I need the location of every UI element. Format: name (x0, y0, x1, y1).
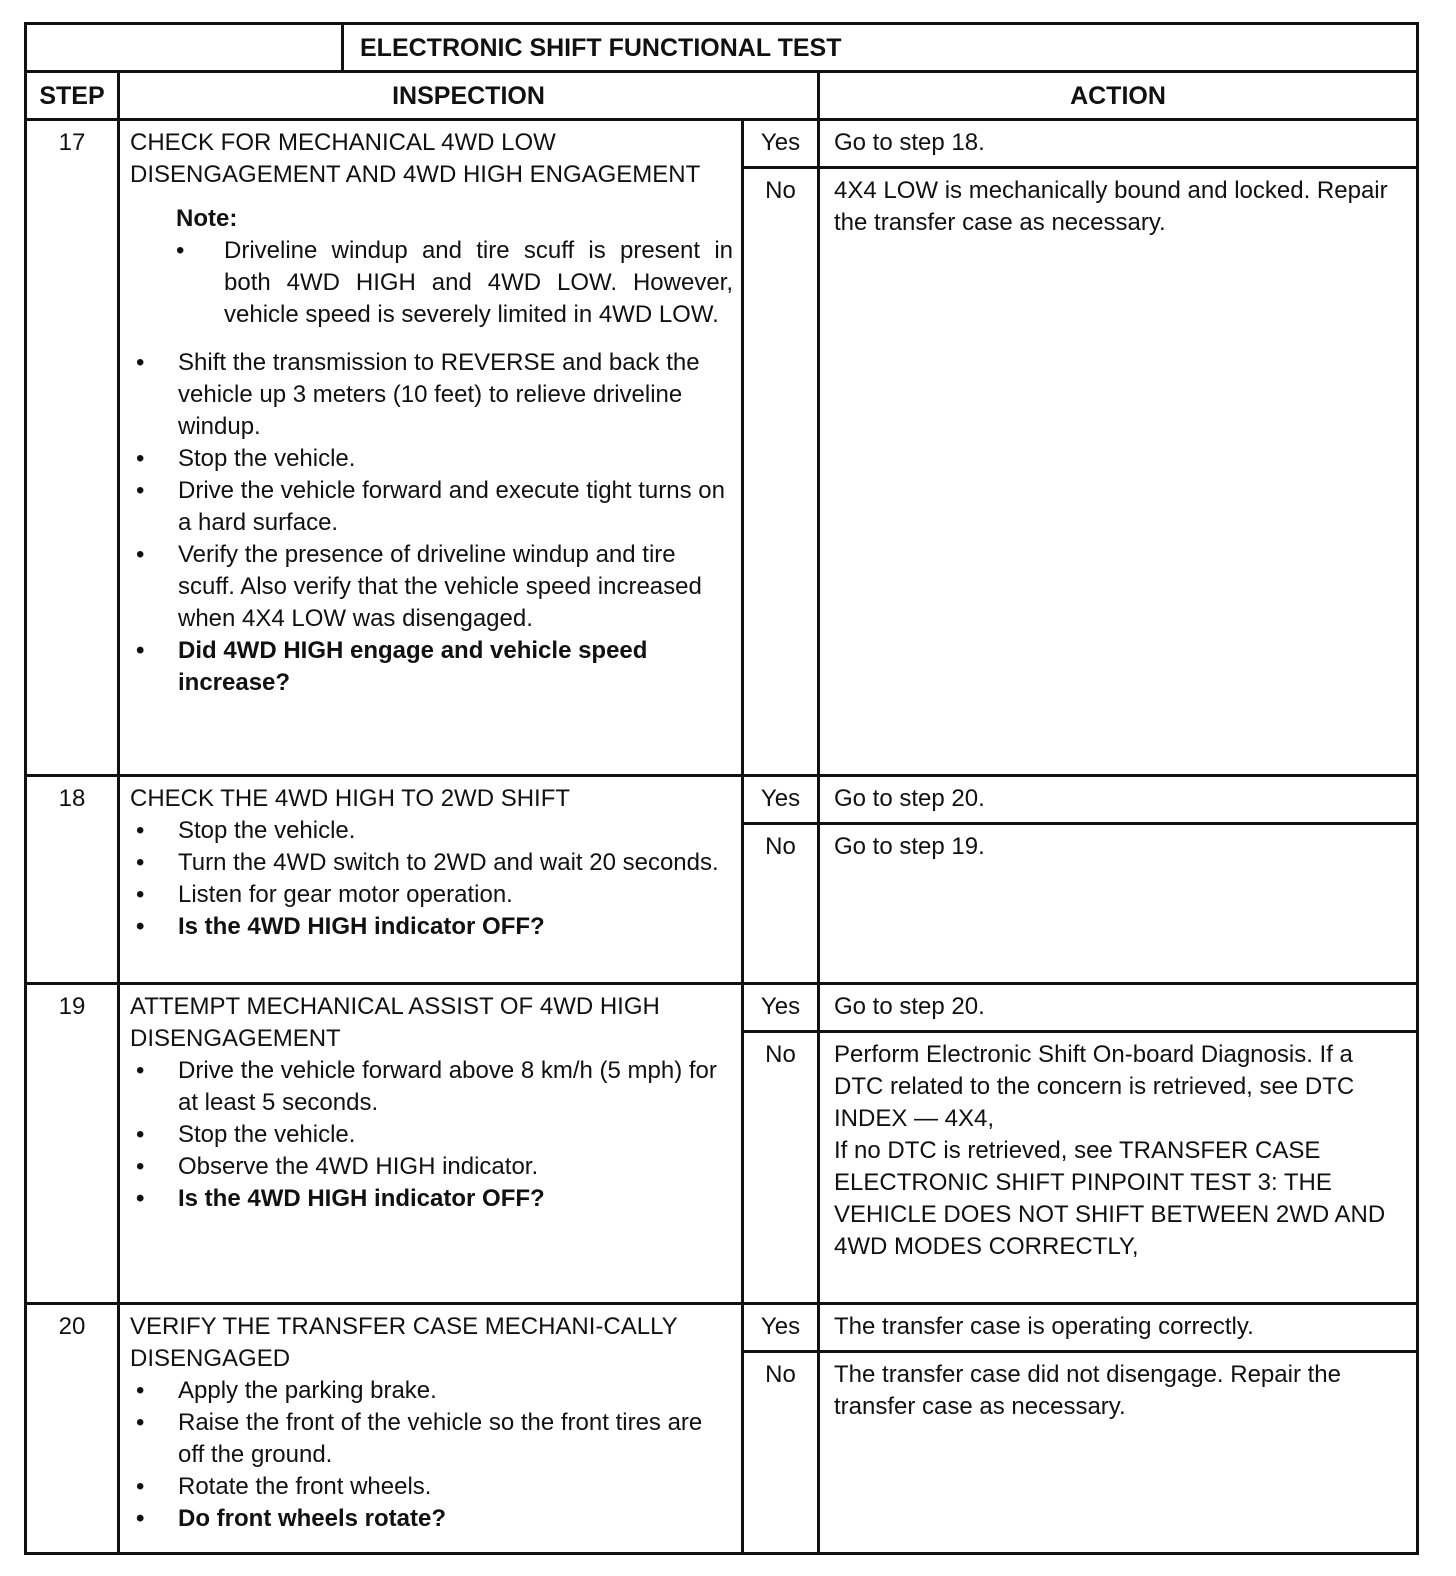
functional-test-table (24, 22, 1419, 1555)
procedure-item: • Listen for gear motor operation. (130, 879, 733, 911)
step-row-17-yes (26, 120, 1418, 168)
yes-action: Go to step 20. (819, 776, 1418, 824)
step-title: CHECK THE 4WD HIGH TO 2WD SHIFT (130, 785, 571, 812)
step-row-20-yes (26, 1304, 1418, 1352)
procedure-item: • Drive the vehicle forward and execute tight turns on a hard surface. (130, 475, 733, 539)
no-label: No (743, 824, 819, 984)
step-number: 18 (26, 776, 119, 984)
header-row (26, 72, 1418, 120)
procedure-list (130, 815, 733, 943)
step-question: • Is the 4WD HIGH indicator OFF? (130, 911, 733, 943)
step-question: • Do front wheels rotate? (130, 1503, 733, 1535)
inspection-cell (119, 984, 743, 1304)
yes-label: Yes (743, 984, 819, 1032)
procedure-item: • Apply the parking brake. (130, 1375, 733, 1407)
title-row (26, 24, 1418, 72)
yes-action: The transfer case is operating correctly. (819, 1304, 1418, 1352)
header-inspection: INSPECTION (119, 72, 819, 120)
no-label: No (743, 1352, 819, 1554)
step-question: • Did 4WD HIGH engage and vehicle speed increase? (130, 635, 733, 699)
step-question: • Is the 4WD HIGH indicator OFF? (130, 1183, 733, 1215)
procedure-item: • Observe the 4WD HIGH indicator. (130, 1151, 733, 1183)
inspection-cell (119, 120, 743, 776)
no-label: No (743, 1032, 819, 1304)
step-row-19-yes (26, 984, 1418, 1032)
procedure-item: • Verify the presence of driveline windup and tire scuff. Also verify that the vehicle speed increased when 4X4 LOW was disengaged. (130, 539, 733, 635)
procedure-item: • Stop the vehicle. (130, 443, 733, 475)
yes-label: Yes (743, 1304, 819, 1352)
procedure-list (130, 347, 733, 699)
header-action: ACTION (819, 72, 1418, 120)
yes-label: Yes (743, 120, 819, 168)
step-row-18-yes (26, 776, 1418, 824)
header-step: STEP (26, 72, 119, 120)
note-block (130, 203, 733, 331)
note-item: • Driveline windup and tire scuff is present in both 4WD HIGH and 4WD LOW. However, vehicle speed is severely limited in 4WD LOW. (176, 235, 733, 331)
step-number: 17 (26, 120, 119, 776)
no-label: No (743, 168, 819, 776)
step-title: CHECK FOR MECHANICAL 4WD LOW DISENGAGEMENT AND 4WD HIGH ENGAGEMENT (130, 129, 701, 188)
title-blank-cell (26, 24, 343, 72)
procedure-item: • Rotate the front wheels. (130, 1471, 733, 1503)
inspection-cell (119, 776, 743, 984)
yes-action: Go to step 20. (819, 984, 1418, 1032)
procedure-item: • Shift the transmission to REVERSE and back the vehicle up 3 meters (10 feet) to relieve driveline windup. (130, 347, 733, 443)
no-action-text: Perform Electronic Shift On-board Diagnosis. If a DTC related to the concern is retrieved, see DTC INDEX — 4X4, If no DTC is retrieved, see TRANSFER CASE ELECTRONIC SHIFT PINPOINT TEST 3: THE VEHICLE DOES NOT SHIFT BETWEEN 2WD AND 4WD MODES CORRECTLY, (834, 1041, 1386, 1260)
note-label: Note: (176, 205, 238, 232)
step-number: 20 (26, 1304, 119, 1554)
step-title: ATTEMPT MECHANICAL ASSIST OF 4WD HIGH DISENGAGEMENT (130, 993, 660, 1052)
procedure-list (130, 1055, 733, 1215)
no-action: Go to step 19. (819, 824, 1418, 984)
step-title: VERIFY THE TRANSFER CASE MECHANI-CALLY DISENGAGED (130, 1313, 678, 1372)
procedure-item: • Stop the vehicle. (130, 1119, 733, 1151)
table-title: ELECTRONIC SHIFT FUNCTIONAL TEST (343, 24, 1418, 72)
procedure-item: • Turn the 4WD switch to 2WD and wait 20 seconds. (130, 847, 733, 879)
no-action (819, 1032, 1418, 1304)
no-action: The transfer case did not disengage. Repair the transfer case as necessary. (819, 1352, 1418, 1554)
procedure-item: • Raise the front of the vehicle so the front tires are off the ground. (130, 1407, 733, 1471)
procedure-item: • Stop the vehicle. (130, 815, 733, 847)
no-action: 4X4 LOW is mechanically bound and locked. Repair the transfer case as necessary. (819, 168, 1418, 776)
step-number: 19 (26, 984, 119, 1304)
procedure-list (130, 1375, 733, 1535)
procedure-item: • Drive the vehicle forward above 8 km/h (5 mph) for at least 5 seconds. (130, 1055, 733, 1119)
yes-action: Go to step 18. (819, 120, 1418, 168)
inspection-cell (119, 1304, 743, 1554)
yes-label: Yes (743, 776, 819, 824)
